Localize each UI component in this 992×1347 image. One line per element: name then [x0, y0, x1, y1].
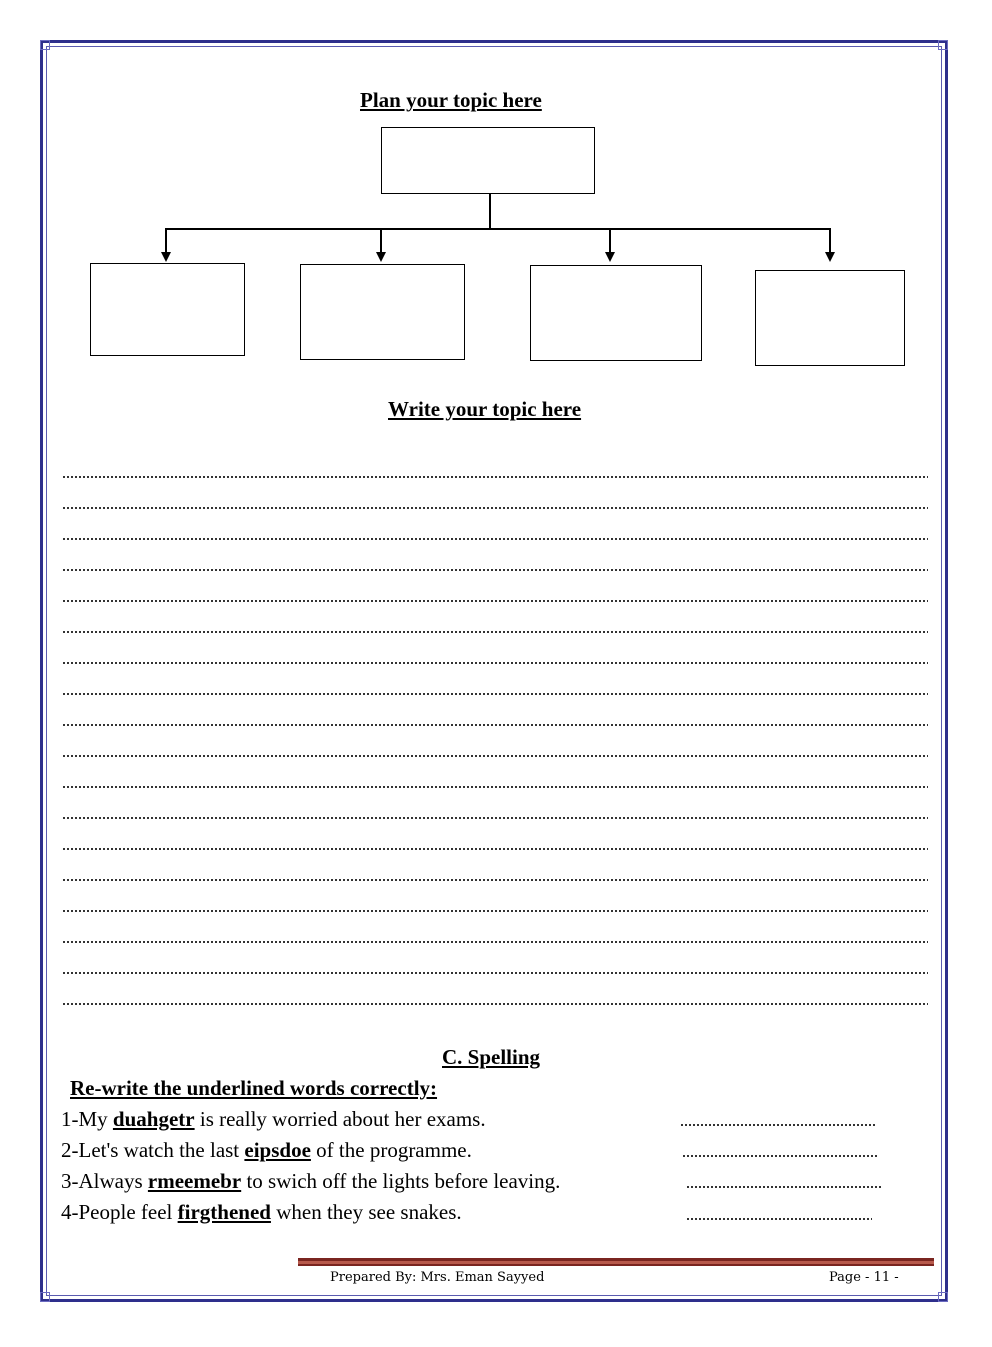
- misspelled-word: firgthened: [177, 1200, 271, 1224]
- subtopic-box-1[interactable]: [90, 263, 245, 356]
- sentence-prefix: 4-People feel: [61, 1200, 178, 1224]
- writing-line[interactable]: [62, 724, 928, 726]
- spelling-item-4: [61, 1200, 462, 1225]
- border-corner-ornament: [938, 40, 948, 50]
- writing-line[interactable]: [62, 569, 928, 571]
- misspelled-word: eipsdoe: [244, 1138, 311, 1162]
- writing-line[interactable]: [62, 1003, 928, 1005]
- answer-line-2[interactable]: [682, 1155, 878, 1157]
- writing-line[interactable]: [62, 693, 928, 695]
- write-heading: Write your topic here: [388, 397, 582, 421]
- subtopic-box-4[interactable]: [755, 270, 905, 366]
- writing-line[interactable]: [62, 755, 928, 757]
- spelling-instruction: Re-write the underlined words correctly:: [70, 1076, 438, 1100]
- writing-line[interactable]: [62, 476, 928, 478]
- border-corner-ornament: [40, 40, 50, 50]
- writing-line[interactable]: [62, 910, 928, 912]
- spelling-section-title: C. Spelling: [442, 1045, 541, 1069]
- connector-line: [165, 228, 830, 230]
- arrow-line: [609, 228, 611, 254]
- writing-line[interactable]: [62, 631, 928, 633]
- writing-line[interactable]: [62, 817, 928, 819]
- writing-line[interactable]: [62, 538, 928, 540]
- sentence-prefix: 1-My: [61, 1107, 113, 1131]
- sentence-suffix: of the programme.: [310, 1138, 472, 1162]
- border-corner-ornament: [40, 1292, 50, 1302]
- spelling-item-3: [61, 1169, 560, 1194]
- writing-line[interactable]: [62, 600, 928, 602]
- sentence-suffix: when they see snakes.: [270, 1200, 462, 1224]
- misspelled-word: rmeemebr: [147, 1169, 242, 1193]
- answer-line-1[interactable]: [680, 1124, 876, 1126]
- writing-line[interactable]: [62, 507, 928, 509]
- plan-heading: Plan your topic here: [360, 88, 542, 112]
- sentence-prefix: 3-Always: [61, 1169, 148, 1193]
- answer-line-4[interactable]: [686, 1218, 872, 1220]
- arrow-head-icon: [825, 252, 835, 262]
- sentence-suffix: to swich off the lights before leaving.: [241, 1169, 561, 1193]
- footer-author: Prepared By: Mrs. Eman Sayyed: [330, 1270, 545, 1285]
- footer-rule: [298, 1258, 934, 1266]
- sentence-prefix: 2-Let's watch the last: [61, 1138, 245, 1162]
- answer-line-3[interactable]: [686, 1186, 882, 1188]
- main-topic-box[interactable]: [381, 127, 595, 194]
- footer-page-number: Page - 11 -: [829, 1270, 899, 1285]
- arrow-line: [380, 228, 382, 254]
- writing-line[interactable]: [62, 662, 928, 664]
- spelling-item-1: [61, 1107, 486, 1132]
- writing-line[interactable]: [62, 879, 928, 881]
- misspelled-word: duahgetr: [112, 1107, 195, 1131]
- spelling-item-2: [61, 1138, 472, 1163]
- writing-line[interactable]: [62, 941, 928, 943]
- arrow-head-icon: [376, 252, 386, 262]
- writing-line[interactable]: [62, 848, 928, 850]
- sentence-suffix: is really worried about her exams.: [194, 1107, 486, 1131]
- arrow-head-icon: [161, 252, 171, 262]
- subtopic-box-2[interactable]: [300, 264, 465, 360]
- subtopic-box-3[interactable]: [530, 265, 702, 361]
- connector-line: [489, 194, 491, 229]
- border-corner-ornament: [938, 1292, 948, 1302]
- arrow-line: [829, 228, 831, 254]
- writing-line[interactable]: [62, 786, 928, 788]
- arrow-head-icon: [605, 252, 615, 262]
- arrow-line: [165, 228, 167, 254]
- writing-line[interactable]: [62, 972, 928, 974]
